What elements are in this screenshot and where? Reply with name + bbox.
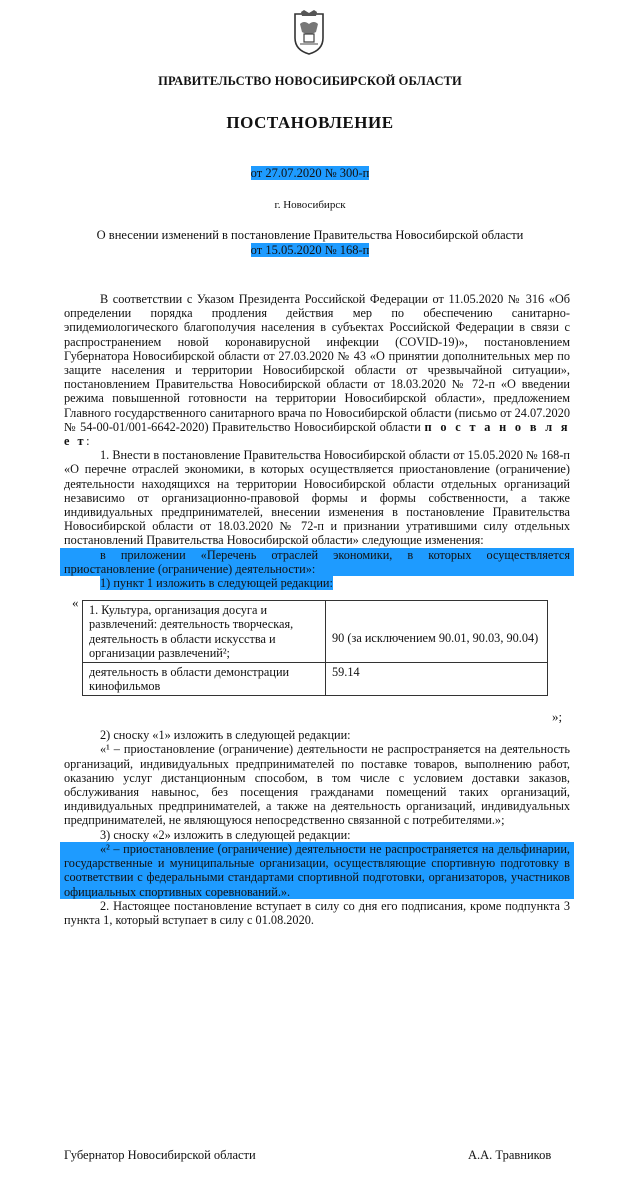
table-quote-close: »; bbox=[552, 709, 563, 725]
subject-line-2: от 15.05.2020 № 168-п bbox=[250, 243, 370, 257]
annex-paragraph: в приложении «Перечень отраслей экономики, в которых осуществляется приостановление (ограничение) деятельности»: bbox=[60, 548, 574, 576]
item-1-paragraph: 1. Внести в постановление Правительства Новосибирской области от 15.05.2020 № 168-п «О перечне отраслей экономики, в которых осуществляется приостановление (ограничение) деятельности находящихся на территории Новосибирской области отдельных организаций независимо от организационно-правовой формы и формы собственности, а также индивидуальных предпринимателей, внесении изменения в постановление Правительства Новосибирской области от 18.03.2020 № 72-п и признании утратившими силу отдельных постановлений Правительства Новосибирской области» следующие изменения: bbox=[64, 448, 570, 548]
table-row bbox=[83, 663, 548, 696]
amendment-table bbox=[82, 600, 548, 696]
organization-title: ПРАВИТЕЛЬСТВО НОВОСИБИРСКОЙ ОБЛАСТИ bbox=[158, 74, 462, 88]
subitem-1-text: 1) пункт 1 изложить в следующей редакции: bbox=[100, 576, 333, 591]
subitem-3-paragraph: 3) сноску «2» изложить в следующей редакции: bbox=[100, 827, 351, 842]
preamble-paragraph bbox=[64, 292, 570, 448]
subitem-2-paragraph: 2) сноску «1» изложить в следующей редакции: bbox=[100, 728, 351, 743]
table-codes-text: 90 (за исключением 90.01, 90.03, 90.04) bbox=[332, 631, 539, 646]
date-number: от 27.07.2020 № 300-п bbox=[250, 166, 370, 180]
resolves-word: п о с т а н о в л я е т bbox=[64, 419, 570, 449]
signature-name: А.А. Травников bbox=[468, 1148, 552, 1162]
footnote-1-paragraph: «¹ – приостановление (ограничение) деятельности не распространяется на деятельность организаций, индивидуальных предпринимателей по поставке товаров, выполнению работ, оказанию услуг дистанционным способом, в том числе с условием доставки заказов, обслуживания навынос, без посещения гражданами помещений таких организаций, индивидуальных предпринимателей, а также на деятельность организаций, индивидуальных предпринимателей, не являющуюся непосредственно связанной с потребителями.»; bbox=[64, 742, 570, 828]
table-cell-codes: 59.14 bbox=[326, 663, 548, 696]
table-cell-codes bbox=[326, 601, 548, 663]
table-row bbox=[83, 601, 548, 663]
subject-heading bbox=[60, 228, 560, 258]
final-paragraph: 2. Настоящее постановление вступает в силу со дня его подписания, кроме подпункта 3 пункта 1, который вступает в силу с 01.08.2020. bbox=[64, 898, 570, 927]
subject-line-1: О внесении изменений в постановление Правительства Новосибирской области bbox=[96, 228, 524, 242]
preamble-colon: : bbox=[86, 434, 90, 449]
table-cell-activity: 1. Культура, организация досуга и развлечений: деятельность творческая, деятельность в области искусства и организации развлечений²; bbox=[83, 601, 326, 663]
date-number-line bbox=[0, 166, 620, 181]
signature-position: Губернатор Новосибирской области bbox=[64, 1148, 256, 1162]
document-body bbox=[64, 292, 570, 927]
amendment-table-block bbox=[64, 596, 570, 724]
document-type-title: ПОСТАНОВЛЕНИЕ bbox=[226, 113, 394, 132]
footnote-2-paragraph: «² – приостановление (ограничение) деятельности не распространяется на дельфинарии, государственные и муниципальные организации, осуществляющие спортивную подготовку в соответствии с федеральными стандартами спортивной подготовки, организаторов, участников официальных спортивных соревнований.». bbox=[60, 842, 574, 899]
table-cell-activity: деятельность в области демонстрации кинофильмов bbox=[83, 663, 326, 696]
subitem-1-paragraph bbox=[64, 576, 570, 590]
preamble-text: В соответствии с Указом Президента Российской Федерации от 11.05.2020 № 316 «Об определении порядка продления действия мер по обеспечению санитарно-эпидемиологического благополучия населения в субъектах Российской Федерации в связи с распространением новой коронавирусной инфекции (COVID-19)», постановлением Губернатора Новосибирской области от 27.03.2020 № 43 «О принятии дополнительных мер по защите населения и территории Новосибирской области от чрезвычайной ситуации», постановлением Правительства Новосибирской области от 18.03.2020 № 72-п «О введении режима повышенной готовности на территории Новосибирской области», предложением Главного государственного санитарного врача по Новосибирской области (письмо от 24.07.2020 № 54-00-01/001-6642-2020) Правительство Новосибирской области bbox=[64, 292, 570, 434]
coat-of-arms-icon bbox=[292, 10, 326, 56]
city-label: г. Новосибирск bbox=[274, 199, 346, 211]
table-quote-open: « bbox=[72, 595, 79, 611]
